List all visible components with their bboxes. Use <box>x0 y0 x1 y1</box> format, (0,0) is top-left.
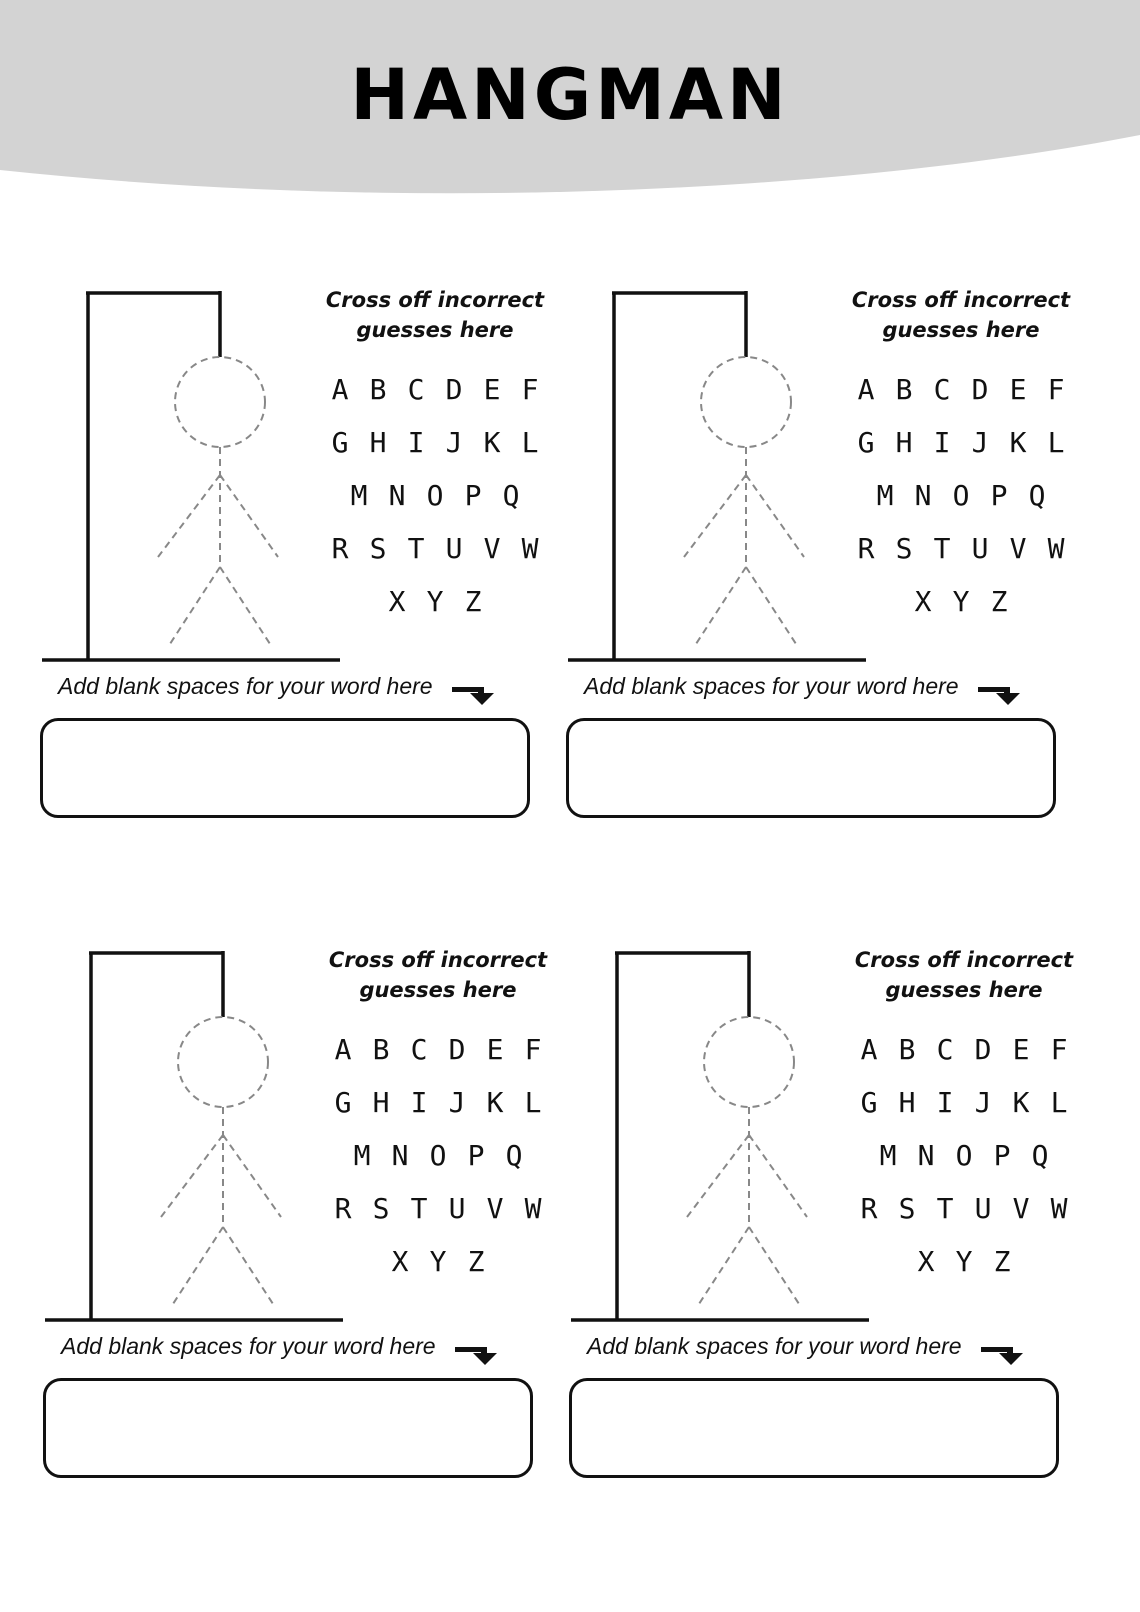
letter-w[interactable]: W <box>524 1192 542 1225</box>
gallows-figure <box>569 945 869 1325</box>
letter-j[interactable]: J <box>445 426 463 459</box>
letter-row <box>836 575 1086 628</box>
letter-a[interactable]: A <box>857 373 875 406</box>
letter-p[interactable]: P <box>993 1139 1011 1172</box>
letter-t[interactable]: T <box>407 532 425 565</box>
letter-row <box>839 1182 1089 1235</box>
head-outline <box>704 1017 794 1107</box>
cross-off-line-2: guesses here <box>885 978 1043 1002</box>
letter-row <box>836 363 1086 416</box>
letter-f[interactable]: F <box>521 373 539 406</box>
alphabet-grid <box>839 1023 1089 1288</box>
letter-row <box>310 469 560 522</box>
letter-l[interactable]: L <box>524 1086 542 1119</box>
gallows-frame <box>42 291 340 660</box>
letter-h[interactable]: H <box>372 1086 390 1119</box>
letter-row <box>836 416 1086 469</box>
letter-v[interactable]: V <box>1012 1192 1030 1225</box>
letter-g[interactable]: G <box>857 426 875 459</box>
gallows-figure <box>43 945 343 1325</box>
left-leg-outline <box>694 567 746 647</box>
letter-row <box>313 1235 563 1288</box>
letter-h[interactable]: H <box>369 426 387 459</box>
letter-n[interactable]: N <box>391 1139 409 1172</box>
letter-y[interactable]: Y <box>955 1245 973 1278</box>
letter-m[interactable]: M <box>879 1139 897 1172</box>
letter-l[interactable]: L <box>521 426 539 459</box>
letter-o[interactable]: O <box>426 479 444 512</box>
left-arm-outline <box>684 475 746 557</box>
letter-t[interactable]: T <box>410 1192 428 1225</box>
word-hint: Add blank spaces for your word here <box>584 673 959 699</box>
letter-e[interactable]: E <box>483 373 501 406</box>
letter-b[interactable]: B <box>369 373 387 406</box>
hangman-panel-3 <box>43 945 588 1515</box>
letter-e[interactable]: E <box>1012 1033 1030 1066</box>
head-outline <box>701 357 791 447</box>
letter-i[interactable]: I <box>407 426 425 459</box>
letter-a[interactable]: A <box>331 373 349 406</box>
letter-row <box>836 469 1086 522</box>
letter-h[interactable]: H <box>895 426 913 459</box>
word-hint: Add blank spaces for your word here <box>61 1333 436 1359</box>
letter-row <box>313 1023 563 1076</box>
letter-u[interactable]: U <box>448 1192 466 1225</box>
right-leg-outline <box>746 567 798 647</box>
cross-off-label <box>836 285 1086 345</box>
letter-p[interactable]: P <box>990 479 1008 512</box>
letter-j[interactable]: J <box>974 1086 992 1119</box>
right-arm-outline <box>223 1135 281 1217</box>
word-hint: Add blank spaces for your word here <box>587 1333 962 1359</box>
letter-z[interactable]: Z <box>464 585 482 618</box>
letter-c[interactable]: C <box>933 373 951 406</box>
letter-l[interactable]: L <box>1047 426 1065 459</box>
letter-r[interactable]: R <box>334 1192 352 1225</box>
left-arm-outline <box>158 475 220 557</box>
letter-o[interactable]: O <box>955 1139 973 1172</box>
cross-off-label <box>310 285 560 345</box>
letter-row <box>836 522 1086 575</box>
arrow-down-right-icon <box>453 1343 503 1367</box>
word-blank-box[interactable] <box>569 1378 1059 1478</box>
letter-row <box>839 1129 1089 1182</box>
word-blank-box[interactable] <box>43 1378 533 1478</box>
cross-off-line-1: Cross off incorrect <box>851 288 1071 312</box>
letter-v[interactable]: V <box>483 532 501 565</box>
right-arm-outline <box>749 1135 807 1217</box>
letter-m[interactable]: M <box>350 479 368 512</box>
letter-f[interactable]: F <box>1047 373 1065 406</box>
letter-p[interactable]: P <box>464 479 482 512</box>
letter-s[interactable]: S <box>369 532 387 565</box>
letter-row <box>310 575 560 628</box>
left-leg-outline <box>171 1227 223 1307</box>
letter-z[interactable]: Z <box>993 1245 1011 1278</box>
letter-k[interactable]: K <box>483 426 501 459</box>
letter-p[interactable]: P <box>467 1139 485 1172</box>
word-hint: Add blank spaces for your word here <box>58 673 433 699</box>
stick-figure-outline <box>161 1017 281 1307</box>
letter-s[interactable]: S <box>372 1192 390 1225</box>
letter-b[interactable]: B <box>898 1033 916 1066</box>
gallows-figure <box>566 285 866 665</box>
letter-s[interactable]: S <box>895 532 913 565</box>
word-blank-box[interactable] <box>40 718 530 818</box>
letter-q[interactable]: Q <box>502 479 520 512</box>
letter-x[interactable]: X <box>917 1245 935 1278</box>
letter-h[interactable]: H <box>898 1086 916 1119</box>
hangman-panel-1 <box>40 285 585 855</box>
letter-n[interactable]: N <box>914 479 932 512</box>
cross-off-line-2: guesses here <box>356 318 514 342</box>
letter-s[interactable]: S <box>898 1192 916 1225</box>
alphabet-grid <box>313 1023 563 1288</box>
letter-f[interactable]: F <box>1050 1033 1068 1066</box>
letter-z[interactable]: Z <box>467 1245 485 1278</box>
word-blank-box[interactable] <box>566 718 1056 818</box>
right-arm-outline <box>746 475 804 557</box>
letter-row <box>839 1076 1089 1129</box>
letter-c[interactable]: C <box>407 373 425 406</box>
right-arm-outline <box>220 475 278 557</box>
letter-i[interactable]: I <box>410 1086 428 1119</box>
head-outline <box>178 1017 268 1107</box>
letter-row <box>310 522 560 575</box>
letter-v[interactable]: V <box>1009 532 1027 565</box>
cross-off-line-1: Cross off incorrect <box>854 948 1074 972</box>
stick-figure-outline <box>684 357 804 647</box>
letter-u[interactable]: U <box>445 532 463 565</box>
letter-w[interactable]: W <box>521 532 539 565</box>
left-leg-outline <box>697 1227 749 1307</box>
letter-o[interactable]: O <box>952 479 970 512</box>
alphabet-grid <box>836 363 1086 628</box>
letter-d[interactable]: D <box>971 373 989 406</box>
letter-row <box>310 416 560 469</box>
letter-k[interactable]: K <box>1012 1086 1030 1119</box>
letter-w[interactable]: W <box>1047 532 1065 565</box>
cross-off-line-2: guesses here <box>359 978 517 1002</box>
letter-t[interactable]: T <box>933 532 951 565</box>
cross-off-line-1: Cross off incorrect <box>328 948 548 972</box>
right-leg-outline <box>223 1227 275 1307</box>
letter-u[interactable]: U <box>971 532 989 565</box>
left-arm-outline <box>161 1135 223 1217</box>
letter-q[interactable]: Q <box>1028 479 1046 512</box>
stick-figure-outline <box>687 1017 807 1307</box>
hangman-panel-2 <box>566 285 1111 855</box>
cross-off-label <box>313 945 563 1005</box>
letter-z[interactable]: Z <box>990 585 1008 618</box>
letter-d[interactable]: D <box>974 1033 992 1066</box>
right-leg-outline <box>749 1227 801 1307</box>
letter-c[interactable]: C <box>410 1033 428 1066</box>
letter-j[interactable]: J <box>448 1086 466 1119</box>
letter-i[interactable]: I <box>933 426 951 459</box>
letter-t[interactable]: T <box>936 1192 954 1225</box>
letter-y[interactable]: Y <box>429 1245 447 1278</box>
letter-row <box>839 1023 1089 1076</box>
letter-i[interactable]: I <box>936 1086 954 1119</box>
letter-row <box>839 1235 1089 1288</box>
left-leg-outline <box>168 567 220 647</box>
gallows-frame <box>45 951 343 1320</box>
cross-off-label <box>839 945 1089 1005</box>
letter-x[interactable]: X <box>391 1245 409 1278</box>
right-leg-outline <box>220 567 272 647</box>
gallows-figure <box>40 285 340 665</box>
arrow-down-right-icon <box>450 683 500 707</box>
letter-d[interactable]: D <box>445 373 463 406</box>
letter-a[interactable]: A <box>860 1033 878 1066</box>
letter-r[interactable]: R <box>860 1192 878 1225</box>
letter-q[interactable]: Q <box>1031 1139 1049 1172</box>
letter-e[interactable]: E <box>486 1033 504 1066</box>
letter-b[interactable]: B <box>372 1033 390 1066</box>
letter-y[interactable]: Y <box>426 585 444 618</box>
letter-n[interactable]: N <box>388 479 406 512</box>
letter-row <box>310 363 560 416</box>
letter-m[interactable]: M <box>353 1139 371 1172</box>
letter-g[interactable]: G <box>331 426 349 459</box>
letter-x[interactable]: X <box>914 585 932 618</box>
letter-w[interactable]: W <box>1050 1192 1068 1225</box>
letter-m[interactable]: M <box>876 479 894 512</box>
arrow-down-right-icon <box>976 683 1026 707</box>
letter-row <box>313 1182 563 1235</box>
page-title: HANGMAN <box>350 54 790 136</box>
head-outline <box>175 357 265 447</box>
letter-k[interactable]: K <box>1009 426 1027 459</box>
letter-b[interactable]: B <box>895 373 913 406</box>
gallows-frame <box>571 951 869 1320</box>
letter-row <box>313 1076 563 1129</box>
left-arm-outline <box>687 1135 749 1217</box>
letter-q[interactable]: Q <box>505 1139 523 1172</box>
letter-r[interactable]: R <box>857 532 875 565</box>
letter-row <box>313 1129 563 1182</box>
letter-v[interactable]: V <box>486 1192 504 1225</box>
letter-u[interactable]: U <box>974 1192 992 1225</box>
letter-y[interactable]: Y <box>952 585 970 618</box>
gallows-frame <box>568 291 866 660</box>
letter-g[interactable]: G <box>334 1086 352 1119</box>
letter-g[interactable]: G <box>860 1086 878 1119</box>
hangman-panel-4 <box>569 945 1114 1515</box>
letter-n[interactable]: N <box>917 1139 935 1172</box>
letter-e[interactable]: E <box>1009 373 1027 406</box>
alphabet-grid <box>310 363 560 628</box>
cross-off-line-2: guesses here <box>882 318 1040 342</box>
letter-f[interactable]: F <box>524 1033 542 1066</box>
stick-figure-outline <box>158 357 278 647</box>
cross-off-line-1: Cross off incorrect <box>325 288 545 312</box>
letter-x[interactable]: X <box>388 585 406 618</box>
letter-o[interactable]: O <box>429 1139 447 1172</box>
letter-k[interactable]: K <box>486 1086 504 1119</box>
letter-c[interactable]: C <box>936 1033 954 1066</box>
letter-l[interactable]: L <box>1050 1086 1068 1119</box>
letter-j[interactable]: J <box>971 426 989 459</box>
letter-r[interactable]: R <box>331 532 349 565</box>
letter-a[interactable]: A <box>334 1033 352 1066</box>
letter-d[interactable]: D <box>448 1033 466 1066</box>
arrow-down-right-icon <box>979 1343 1029 1367</box>
